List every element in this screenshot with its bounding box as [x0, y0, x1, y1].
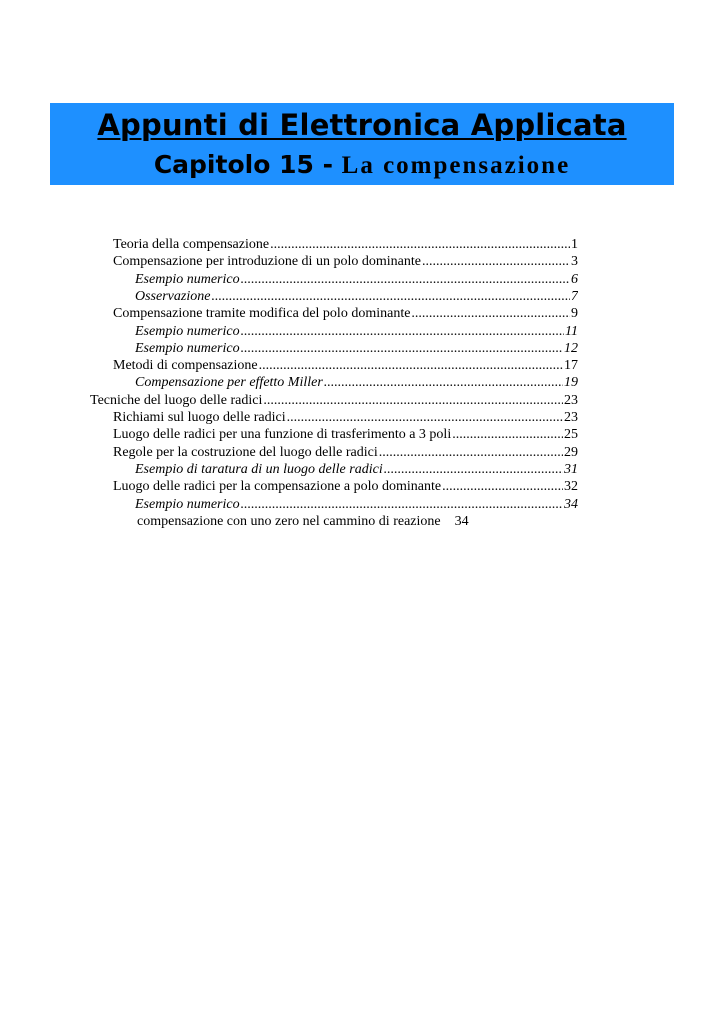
toc-leader-dots — [384, 461, 563, 478]
toc-entry[interactable] — [135, 288, 578, 305]
toc-entry-page: 32 — [564, 479, 578, 494]
toc-entry-label: Tecniche del luogo delle radici — [90, 393, 263, 408]
toc-entry-label: compensazione con uno zero nel cammino di reazione — [137, 514, 441, 529]
toc-leader-dots — [442, 478, 563, 495]
toc-leader-dots — [241, 340, 563, 357]
toc-entry-unformatted[interactable] — [137, 513, 469, 530]
toc-leader-dots — [379, 444, 563, 461]
toc-entry[interactable] — [113, 305, 578, 322]
toc-entry-label: Esempio numerico — [135, 272, 240, 287]
chapter-title: La compensazione — [341, 152, 571, 179]
toc-entry-label: Osservazione — [135, 289, 211, 304]
toc-entry-page: 34 — [454, 514, 469, 529]
toc-entry-page: 12 — [564, 341, 578, 356]
toc-entry-page: 29 — [564, 445, 578, 460]
toc-entry-label: Compensazione per effetto Miller — [135, 375, 323, 390]
toc-entry-label: Luogo delle radici per una funzione di trasferimento a 3 poli — [113, 427, 452, 442]
toc-entry-label: Metodi di compensazione — [113, 358, 258, 373]
toc-entry-page: 3 — [571, 254, 578, 269]
toc-leader-dots — [270, 236, 570, 253]
toc-entry-label: Luogo delle radici per la compensazione a polo dominante — [113, 479, 442, 494]
toc-entry[interactable] — [135, 340, 578, 357]
toc-leader-dots — [422, 253, 570, 270]
document-title: Appunti di Elettronica Applicata — [97, 108, 627, 142]
toc-entry[interactable] — [113, 444, 578, 461]
toc-entry[interactable] — [113, 426, 578, 443]
toc-leader-dots — [324, 374, 563, 391]
toc-entry-label: Compensazione per introduzione di un polo dominante — [113, 254, 421, 269]
toc-entry-label: Regole per la costruzione del luogo delle radici — [113, 445, 378, 460]
toc-entry-label: Teoria della compensazione — [113, 237, 270, 252]
toc-leader-dots — [211, 288, 570, 305]
toc-leader-dots — [241, 496, 563, 513]
toc-entry[interactable] — [135, 461, 578, 478]
toc-leader-dots — [241, 323, 564, 340]
toc-entry[interactable] — [90, 392, 578, 409]
toc-entry-page: 34 — [564, 497, 578, 512]
toc-entry[interactable] — [135, 496, 578, 513]
toc-entry-page: 1 — [571, 237, 578, 252]
toc-entry-page: 25 — [564, 427, 578, 442]
toc-entry-page: 7 — [571, 289, 578, 304]
toc-entry[interactable] — [113, 478, 578, 495]
chapter-label: Capitolo 15 - — [153, 150, 342, 179]
toc-entry-label: Esempio di taratura di un luogo delle radici — [135, 462, 383, 477]
toc-entry-page: 11 — [565, 324, 578, 339]
toc-entry-page: 9 — [571, 306, 578, 321]
toc-entry-page: 23 — [564, 410, 578, 425]
toc-entry-page: 31 — [564, 462, 578, 477]
toc-leader-dots — [287, 409, 563, 426]
toc-entry-label: Esempio numerico — [135, 497, 240, 512]
toc-entry[interactable] — [135, 374, 578, 391]
toc-entry-label: Esempio numerico — [135, 324, 240, 339]
toc-entry-label: Compensazione tramite modifica del polo dominante — [113, 306, 411, 321]
toc-entry[interactable] — [113, 253, 578, 270]
toc-entry-page: 6 — [571, 272, 578, 287]
toc-entry-label: Esempio numerico — [135, 341, 240, 356]
toc-leader-dots — [411, 305, 570, 322]
toc-entry-page: 17 — [564, 358, 578, 373]
title-banner — [50, 103, 674, 185]
toc-entry-label: Richiami sul luogo delle radici — [113, 410, 286, 425]
chapter-heading — [50, 149, 674, 185]
toc-leader-dots — [259, 357, 563, 374]
toc-leader-dots — [452, 426, 563, 443]
toc-leader-dots — [241, 271, 570, 288]
toc-entry-page: 23 — [564, 393, 578, 408]
toc-entry-page: 19 — [564, 375, 578, 390]
toc-entry[interactable] — [135, 323, 578, 340]
toc-entry[interactable] — [113, 357, 578, 374]
toc-entry[interactable] — [113, 409, 578, 426]
toc-leader-dots — [263, 392, 563, 409]
toc-entry[interactable] — [135, 271, 578, 288]
toc-entry[interactable] — [113, 236, 578, 253]
